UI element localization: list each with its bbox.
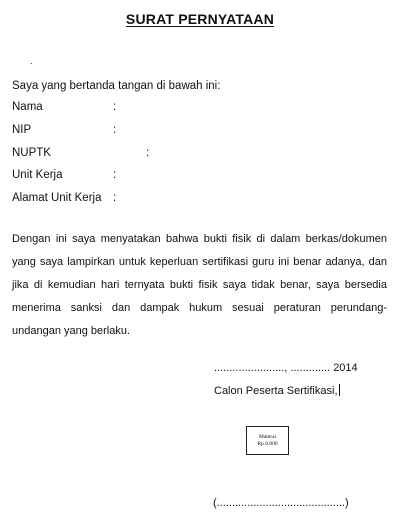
field-label-nama: Nama <box>12 101 43 113</box>
field-colon-nip: : <box>113 124 117 136</box>
field-label-unit-kerja: Unit Kerja <box>12 169 63 181</box>
field-colon-alamat-unit-kerja: : <box>113 192 117 204</box>
field-colon-nama: : <box>113 101 117 113</box>
dot-mark: . <box>30 56 33 66</box>
intro-text: Saya yang bertanda tangan di bawah ini: <box>12 80 221 92</box>
stamp-box <box>246 426 289 455</box>
stamp-line-1: Materai <box>258 434 277 440</box>
field-colon-unit-kerja: : <box>113 169 117 181</box>
document-title: SURAT PERNYATAAN <box>125 11 275 27</box>
field-label-nip: NIP <box>12 124 32 136</box>
field-colon-nuptk: : <box>146 147 150 159</box>
candidate-label-text: Calon Peserta Sertifikasi, <box>214 385 338 397</box>
stamp-line-2: Rp 6.000 <box>257 441 278 447</box>
field-label-alamat-unit-kerja: Alamat Unit Kerja <box>12 192 102 204</box>
field-label-nuptk: NUPTK <box>12 147 51 159</box>
statement-paragraph: Dengan ini saya menyatakan bahwa bukti fisik di dalam berkas/dokumen yang saya lampirkan untuk keperluan sertifikasi guru ini benar adanya, dan jika di kemudian hari ternyata bukti fisik saya tidak benar, saya bersedia menerima sanksi dan dampak hukum sesuai peraturan perundang-undangan yang berlaku. <box>12 233 387 337</box>
date-line: ......................., ............. 2014 <box>214 362 358 374</box>
text-cursor <box>339 384 340 396</box>
candidate-signature-label <box>214 384 340 397</box>
signature-line: (..........................................) <box>213 497 349 509</box>
